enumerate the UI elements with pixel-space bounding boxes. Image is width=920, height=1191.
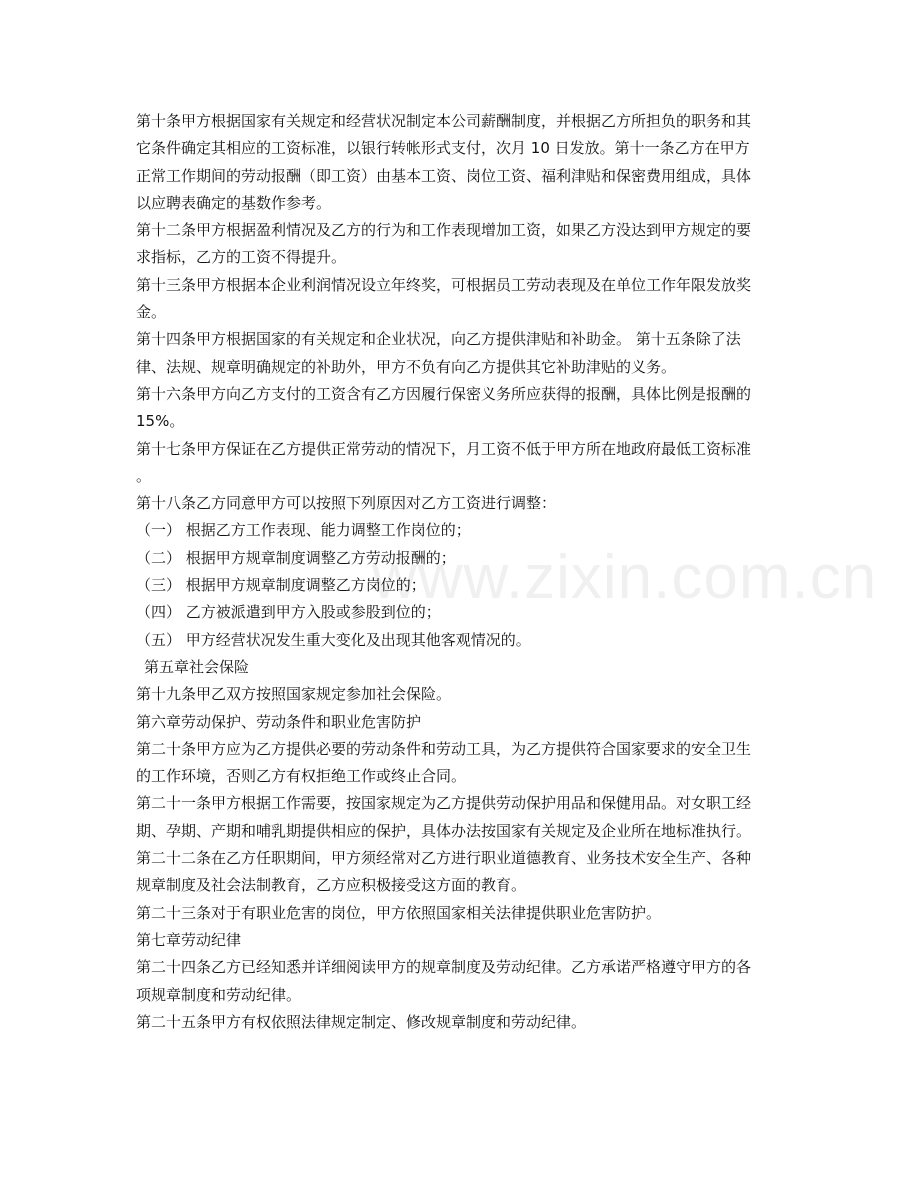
text-line: 它条件确定其相应的工资标准，以银行转帐形式支付，次月 10 日发放。第十一条乙方在甲方 bbox=[136, 139, 750, 158]
list-item: （一） 根据乙方工作表现、能力调整工作岗位的； bbox=[136, 521, 471, 540]
text-line: 第十四条甲方根据国家的有关规定和企业状况，向乙方提供津贴和补助金。 第十五条除了法 bbox=[136, 330, 741, 349]
text-line: 第二十五条甲方有权依照法律规定制定、修改规章制度和劳动纪律。 bbox=[136, 1012, 587, 1031]
text-line: 。 bbox=[136, 466, 152, 485]
chapter-heading: 第七章劳动纪律 bbox=[136, 930, 242, 949]
text-line: 第二十二条在乙方任职期间，甲方须经常对乙方进行职业道德教育、业务技术安全生产、各种 bbox=[136, 849, 752, 868]
text-line: 金。 bbox=[136, 303, 167, 322]
list-item: （三） 根据甲方规章制度调整乙方岗位的； bbox=[136, 576, 426, 595]
text-line: 15%。 bbox=[136, 412, 185, 431]
chapter-heading: 第五章社会保险 bbox=[144, 657, 250, 676]
text-line: 第十九条甲乙双方按照国家规定参加社会保险。 bbox=[136, 685, 452, 704]
chapter-heading: 第六章劳动保护、劳动条件和职业危害防护 bbox=[136, 712, 422, 731]
text-line: 正常工作期间的劳动报酬（即工资）由基本工资、岗位工资、福利津贴和保密费用组成，具体 bbox=[136, 166, 752, 185]
document-body bbox=[136, 108, 796, 1036]
text-line: 项规章制度和劳动纪律。 bbox=[136, 985, 302, 1004]
text-line: 期、孕期、产期和哺乳期提供相应的保护，具体办法按国家有关规定及企业所在地标准执行。 bbox=[136, 821, 752, 840]
text-line: 第十条甲方根据国家有关规定和经营状况制定本公司薪酬制度，并根据乙方所担负的职务和其 bbox=[136, 112, 752, 130]
text-line: 第十二条甲方根据盈利情况及乙方的行为和工作表现增加工资，如果乙方没达到甲方规定的要 bbox=[136, 221, 752, 240]
text-line: 第二十一条甲方根据工作需要，按国家规定为乙方提供劳动保护用品和保健用品。对女职工经 bbox=[136, 794, 752, 813]
text-line: 的工作环境，否则乙方有权拒绝工作或终止合同。 bbox=[136, 767, 467, 786]
text-line: 第二十三条对于有职业危害的岗位，甲方依照国家相关法律提供职业危害防护。 bbox=[136, 903, 662, 922]
text-line: 第十八条乙方同意甲方可以按照下列原因对乙方工资进行调整： bbox=[136, 494, 557, 513]
list-item: （二） 根据甲方规章制度调整乙方劳动报酬的； bbox=[136, 548, 456, 567]
list-item: （四） 乙方被派遣到甲方入股或参股到位的； bbox=[136, 603, 441, 622]
text-line: 规章制度及社会法制教育，乙方应积极接受这方面的教育。 bbox=[136, 876, 527, 895]
text-line: 第二十条甲方应为乙方提供必要的劳动条件和劳动工具，为乙方提供符合国家要求的安全卫生 bbox=[136, 739, 752, 758]
list-item: （五） 甲方经营状况发生重大变化及出现其他客观情况的。 bbox=[136, 630, 531, 649]
text-line: 律、法规、规章明确规定的补助外，甲方不负有向乙方提供其它补助津贴的义务。 bbox=[136, 357, 677, 376]
text-line: 第十三条甲方根据本企业利润情况设立年终奖，可根据员工劳动表现及在单位工作年限发放奖 bbox=[136, 275, 752, 294]
text-line: 第十六条甲方向乙方支付的工资含有乙方因履行保密义务所应获得的报酬，具体比例是报酬的 bbox=[136, 384, 752, 403]
text-line: 第二十四条乙方已经知悉并详细阅读甲方的规章制度及劳动纪律。乙方承诺严格遵守甲方的各 bbox=[136, 958, 752, 977]
text-line: 求指标，乙方的工资不得提升。 bbox=[136, 248, 347, 267]
text-line: 以应聘表确定的基数作参考。 bbox=[136, 193, 332, 212]
watermark: www.zixin.com.cn bbox=[372, 543, 878, 612]
text-line: 第十七条甲方保证在乙方提供正常劳动的情况下，月工资不低于甲方所在地政府最低工资标准 bbox=[136, 439, 752, 458]
